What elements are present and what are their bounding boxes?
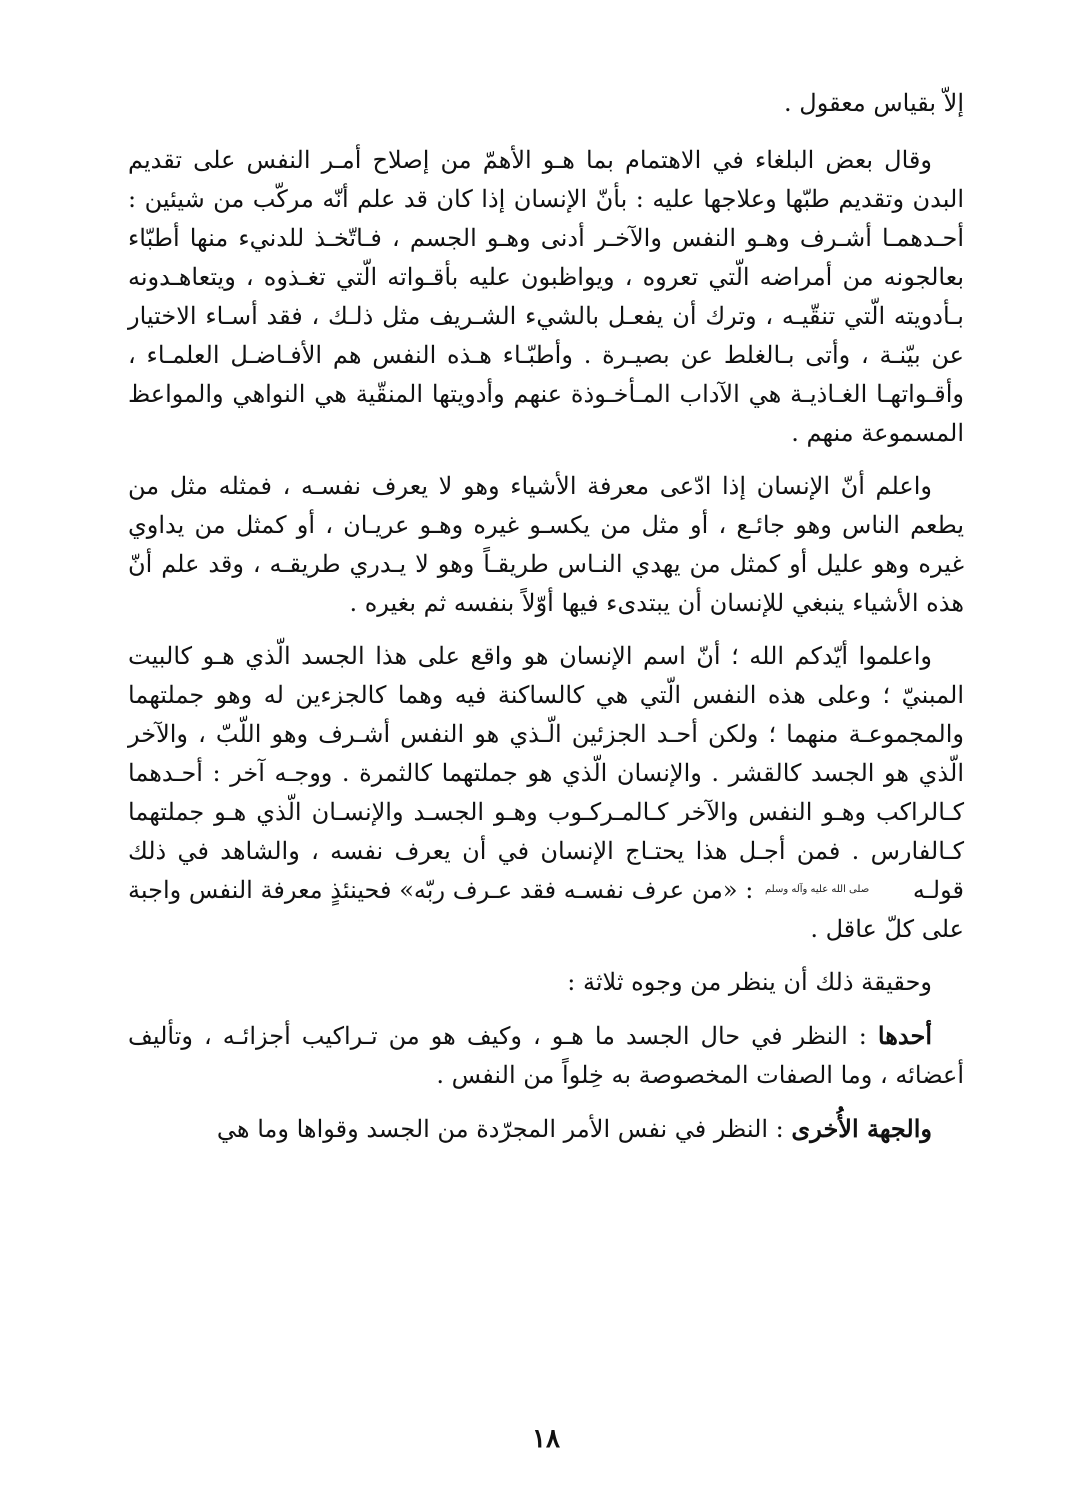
page-body [128,84,964,1163]
paragraph-text-after: : «من عرف نفسـه فقد عـرف ربّه» فحينئذٍ معرفة النفس واجبة على كلّ عاقل . [128,876,964,943]
paragraph-text: وقال بعض البلغاء في الاهتمام بما هـو الأهمّ من إصلاح أمـر النفس على تقديم البدن وتقديم طبّها وعلاجها عليه : بأنّ الإنسان إذا كان قد علم أنّه مركّب من شيئين : أحـدهمـا أشـرف وهـو النفس والآخـر أدنى وهـو الجسم ، فـاتّخـذ للدنيء منها أطبّاء بعالجونه من أمراضه الّتي تعروه ، ويواظبون عليه بأقـواته الّتي تغـذوه ، ويتعاهـدونه بـأدويته الّتي تنقّيـه ، وترك أن يفعـل بالشيء الشـريف مثل ذلـك ، فقد أسـاء الاختيار عن بيّنـة ، وأتى بـالغلط عن بصيـرة . وأطبّـاء هـذه النفس هم الأفـاضـل العلمـاء ، وأقـواتهـا الغـاذيـة هي الآداب المـأخـوذة عنهم وأدويتها المنقّية هي النواهي والمواعظ المسموعة منهم . [128,146,964,447]
paragraph-text: وحقيقة ذلك أن ينظر من وجوه ثلاثة : [567,968,932,996]
honorific-glyph: صلى الله عليه وآله وسلم [765,884,870,895]
paragraph-6 [128,1016,964,1095]
paragraph-2 [128,141,964,453]
paragraph-5 [128,963,964,1002]
paragraph-4 [128,637,964,949]
paragraph-7 [128,1109,964,1149]
paragraph-text: : النظر في حال الجسد ما هـو ، وكيف هو من تـراكيب أجزائـه ، وتأليف أعضائه ، وما الصفات المخصوصة به خِلواً من النفس . [128,1022,964,1089]
paragraph-text: إلاّ بقياس معقول . [784,89,964,117]
paragraph-text: واعلم أنّ الإنسان إذا ادّعى معرفة الأشياء وهو لا يعرف نفسـه ، فمثله مثل من يطعم الناس وهو جائـع ، أو مثل من يكسـو غيره وهـو عريـان ، أو كمثل من يداوي غيره وهو عليل أو كمثل من يهدي النـاس طريقـاً وهو لا يـدري طريقـه ، وقد علم أنّ هذه الأشياء ينبغي للإنسان أن يبتدىء فيها أوّلاً بنفسه ثم بغيره . [128,472,964,617]
paragraph-lead: أحدها [877,1021,932,1050]
page-number: ١٨ [532,1424,560,1454]
paragraph-text-before: واعلموا أيّدكم الله ؛ أنّ اسم الإنسان هو واقع على هذا الجسد الّذي هـو كالبيت المبنيّ ؛ وعلى هذه النفس الّتي هي كالساكنة فيه وهما كالجزءين له وهو جملتهما والمجموعـة منهما ؛ ولكن أحـد الجزئين الّـذي هو النفس أشـرف وهو اللّبّ ، والآخر الّذي هو الجسد كالقشر . والإنسان الّذي هو جملتهما كالثمرة . ووجـه آخر : أحـدهما كـالراكب وهـو النفس والآخر كـالمـركـوب وهـو الجسـد والإنسـان الّذي هـو جملتهما كـالفارس . فمن أجـل هذا يحتـاج الإنسان في أن يعرف نفسه ، والشاهد في ذلك قولـه [128,642,964,904]
paragraph-1 [128,84,964,123]
paragraph-text: : النظر في نفس الأمر المجرّدة من الجسد وقواها وما هي [216,1115,784,1143]
paragraph-lead: والجهة الأُخرى [791,1114,932,1143]
paragraph-3 [128,467,964,623]
